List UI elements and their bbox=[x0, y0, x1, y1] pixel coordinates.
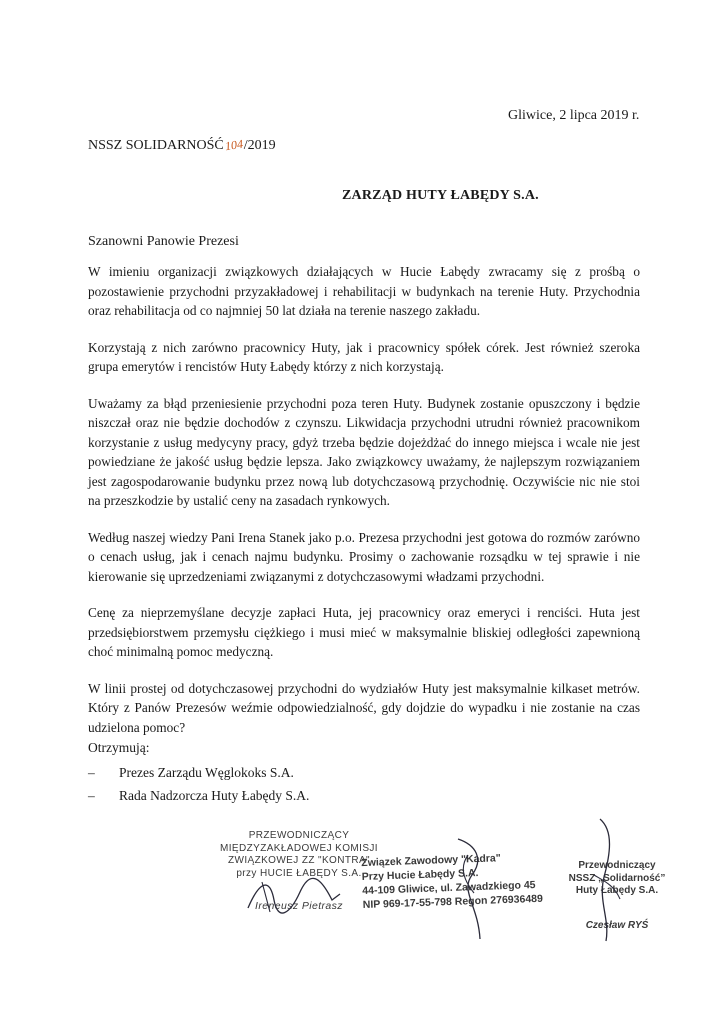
paragraph-5: Cenę za nieprzemyślane decyzje zapłaci Huta, jej pracownicy oraz emeryci i renciści. Huta jest przedsiębiorstwem przemysłu ciężkiego i musi mieć w maksymalnie bliskiej odległości zapewnioną choć minimalną pomoc medyczną. bbox=[88, 605, 640, 659]
reference-suffix: /2019 bbox=[243, 138, 276, 153]
paragraph-1: W imieniu organizacji związkowych działających w Hucie Łabędy zwracamy się z prośbą o pozostawienie przychodni przyzakładowej i rehabilitacji w budynkach na terenie Huty. Przychodnia oraz rehabilitacja od co najmniej 50 lat działa na terenie naszego zakładu. bbox=[88, 264, 640, 318]
stamp-line: Związek Zawodowy "Kadra" bbox=[361, 852, 501, 870]
stamp-line: Przy Hucie Łabędy S.A. bbox=[361, 866, 479, 884]
signature-solidarnosc bbox=[580, 815, 630, 945]
stamp-line: ZWIĄZKOWEJ ZZ "KONTRA" bbox=[227, 855, 370, 866]
paragraph-6: W linii prostej od dotychczasowej przychodni do wydziałów Huty jest maksymalnie kilkaset metrów. Który z Panów Prezesów weźmie odpowiedzialność, gdy dojdzie do wypadku i nie zostanie na czas udzielona pomoc? bbox=[88, 680, 640, 735]
reference-prefix: NSSZ SOLIDARNOŚĆ bbox=[88, 138, 224, 153]
letter-body bbox=[88, 262, 640, 754]
signer-name: Czesław RYŚ bbox=[585, 919, 649, 931]
reference-handwritten-number: 104 bbox=[223, 136, 244, 154]
paragraph-2: Korzystają z nich zarówno pracownicy Huty, jak i pracownicy spółek córek. Jest również szeroka grupa emerytów i rencistów Huty Łabędy którzy z nich korzystają. bbox=[88, 339, 640, 374]
recipient-item: – Rada Nadzorcza Huty Łabędy S.A. bbox=[88, 784, 309, 807]
stamp-line: PRZEWODNICZĄCY bbox=[248, 830, 350, 841]
place-date: Gliwice, 2 lipca 2019 r. bbox=[508, 108, 640, 123]
paragraph-4: Według naszej wiedzy Pani Irena Stanek jako p.o. Prezesa przychodni jest gotowa do rozmów zarówno o cenach usług, jak i cenach najmu budynku. Prosimy o zachowanie rozsądku w tej sprawie i nie kierowanie się uprzedzeniami związanymi z dotychczasowymi władzami przychodni. bbox=[88, 529, 640, 584]
stamp-line: Przewodniczący bbox=[578, 860, 656, 871]
stamp-line: Huty Łabędy S.A. bbox=[575, 885, 659, 896]
stamp-line: NSSZ „Solidarność” bbox=[568, 872, 666, 884]
reference-number bbox=[88, 138, 276, 154]
stamp-line: przy HUCIE ŁABĘDY S.A. bbox=[236, 867, 362, 879]
paragraph-3: Uważamy za błąd przeniesienie przychodni poza teren Huty. Budynek zostanie opuszczony i będzie niszczał oraz nie będzie dochodów z czynszu. Likwidacja przychodni utrudni również pracownikom korzystanie z usług medycyny pracy, gdyż trzeba będzie dojeżdżać do innego miejsca i wcale nie jest powiedziane że jakość usług będzie lepsza. Jako związkowcy uważamy, że najlepszym rozwiązaniem jest zagospodarowanie budynku przez nową lub dotychczasową przychodnię. Oczywiście nic nie stoi na przeszkodzie by ustalić ceny na zasadach rynkowych. bbox=[88, 395, 640, 508]
stamp-line: 44-109 Gliwice, ul. Zawadzkiego 45 bbox=[362, 879, 536, 898]
salutation: Szanowni Panowie Prezesi bbox=[88, 234, 239, 249]
stamp-line: NIP 969-17-55-798 Regon 276936489 bbox=[362, 892, 544, 912]
recipient-item: – Prezes Zarządu Węglokoks S.A. bbox=[88, 761, 309, 784]
signature-kadra bbox=[428, 835, 498, 945]
recipients-items bbox=[88, 761, 309, 807]
signature-kontra bbox=[240, 870, 350, 920]
stamp-line: MIĘDZYZAKŁADOWEJ KOMISJI bbox=[220, 842, 378, 854]
recipients-list bbox=[88, 740, 309, 807]
addressee: ZARZĄD HUTY ŁABĘDY S.A. bbox=[342, 188, 539, 203]
signer-name: Ireneusz Pietrasz bbox=[255, 900, 343, 912]
recipients-heading: Otrzymują: bbox=[88, 740, 150, 755]
